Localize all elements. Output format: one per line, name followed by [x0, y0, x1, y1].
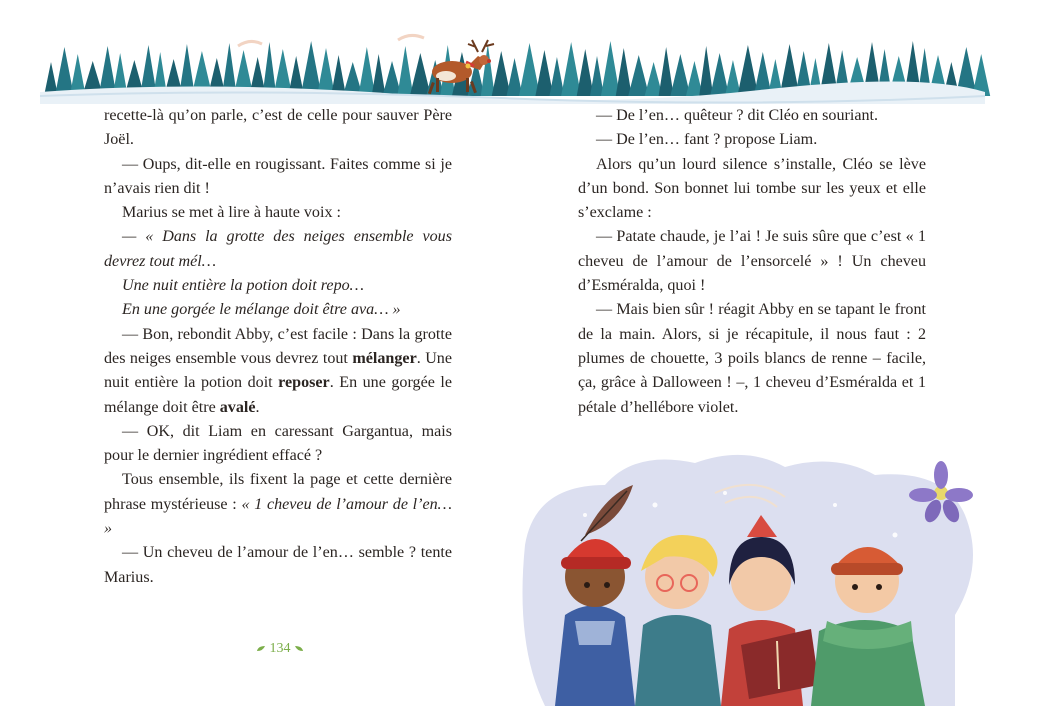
paragraph: Marius se met à lire à haute voix : — [122, 204, 341, 222]
paragraph: — De l’en… quêteur ? dit Cléo en souriant. — [596, 107, 879, 124]
paragraph: recette-là qu’on parle, c’est de celle pour sauver Père Joël. — [104, 107, 452, 149]
paragraph: Alors qu’un lourd silence s’installe, Cléo se lève d’un bond. Son bonnet lui tombe sur les yeux et elle s’exclame : — [578, 155, 926, 222]
forest-banner-illustration — [0, 0, 1050, 110]
paragraph: — De l’en… fant ? propose Liam. — [596, 131, 818, 149]
text-run: — Bon, rebondit Abby, c’est facile : Dans la grotte des neiges ensemble vous devrez tout — [104, 325, 452, 367]
paragraph: — « Dans la grotte des neiges ensemble vous devrez tout mél… — [104, 228, 452, 270]
text-run: . En une gorgée le mélange doit être — [104, 374, 452, 416]
paragraph: — OK, dit Liam en caressant Gargantua, mais pour le dernier ingrédient effacé ? — [104, 422, 452, 465]
paragraph — [104, 323, 452, 420]
right-page-text — [578, 104, 926, 420]
child-red-hat — [555, 539, 635, 706]
paragraph: Une nuit entière la potion doit repo… — [122, 277, 364, 295]
italic-quote: « 1 cheveu de l’amour de l’en… » — [104, 495, 452, 538]
leaf-ornament-icon — [294, 645, 304, 652]
text-run: . — [255, 398, 260, 416]
children-reading-illustration — [515, 445, 985, 706]
leaf-ornament-icon — [256, 645, 266, 652]
paragraph: — Un cheveu de l’amour de l’en… semble ? tente Marius. — [104, 544, 452, 586]
paragraph: — Oups, dit-elle en rougissant. Faites comme si je n’avais rien dit ! — [104, 155, 452, 197]
text-run: . Une nuit entière la potion doit — [104, 349, 453, 392]
bold-word: mélanger — [352, 349, 417, 367]
page-number — [250, 641, 310, 657]
bold-word: reposer — [278, 374, 330, 392]
page-number-text: 134 — [269, 641, 291, 656]
text-run: Tous ensemble, ils fixent la page et cette dernière phrase mystérieuse : — [104, 471, 452, 513]
paragraph — [104, 468, 452, 541]
bold-word: avalé — [219, 398, 256, 416]
paragraph: En une gorgée le mélange doit être ava… » — [122, 301, 401, 319]
left-page-text — [104, 104, 452, 590]
paragraph: — Mais bien sûr ! réagit Abby en se tapant le front de la main. Alors, si je récapitule, il nous faut : 2 plumes de chouette, 3 poils blancs de renne – facile, ça, grâce à Dalloween ! –, 1 cheveu d’Esméralda et 1 pétale d’hellébore violet. — [578, 301, 926, 416]
paragraph: — Patate chaude, je l’ai ! Je suis sûre que c’est « 1 cheveu de l’amour de l’ensorcelé » ! Un cheveu d’Esméralda, quoi ! — [578, 228, 926, 295]
